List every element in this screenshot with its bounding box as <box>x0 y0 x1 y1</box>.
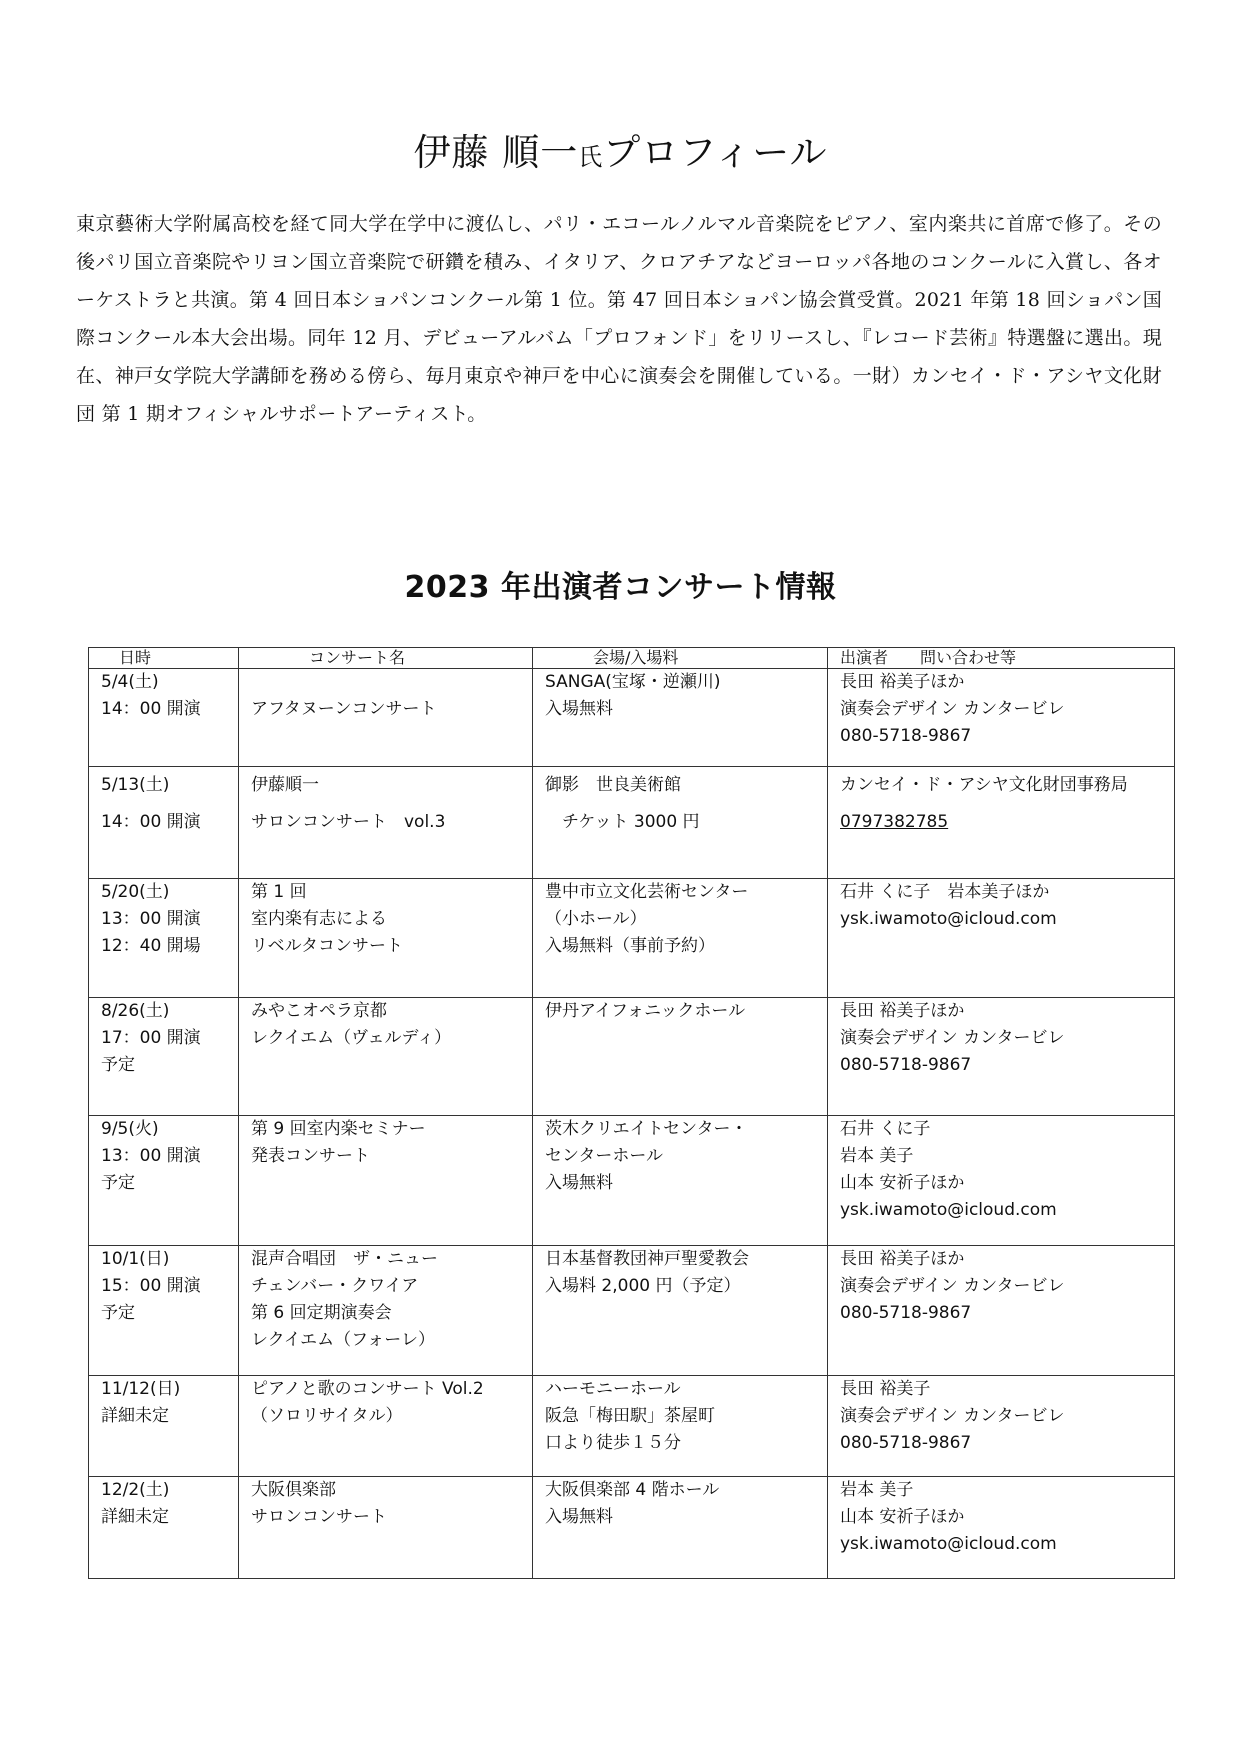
date-cell <box>89 998 239 1116</box>
table-header-row <box>89 648 1175 669</box>
cell-line: 詳細未定 <box>101 1406 169 1426</box>
date-cell <box>89 1477 239 1579</box>
cell-line: 山本 安祈子ほか <box>840 1507 965 1527</box>
profile-bio: 東京藝術大学附属高校を経て同大学在学中に渡仏し、パリ・エコールノルマル音楽院をピアノ、室内楽共に首席で修了。その後パリ国立音楽院やリヨン国立音楽院で研鑽を積み、イタリア、クロアチアなどヨーロッパ各地のコンクールに入賞し、各オーケストラと共演。第 4 回日本ショパンコンクール第 1 位。第 47 回日本ショパン協会賞受賞。2021 年第 18 回ショパン国際コンクール本大会出場。同年 12 月、デビューアルバム「プロフォンド」をリリースし、『レコード芸術』特選盤に選出。現在、神戸女学院大学講師を務める傍ら、毎月東京や神戸を中心に演奏会を開催している。一財）カンセイ・ド・アシヤ文化財団 第 1 期オフィシャルサポートアーティスト。 <box>76 213 1162 425</box>
date-cell <box>89 879 239 998</box>
cell-line: 長田 裕美子ほか <box>840 1249 965 1269</box>
cell-line: 10/1(日) <box>101 1249 170 1269</box>
cell-line: 口より徒歩１５分 <box>545 1433 681 1453</box>
date-cell <box>89 1376 239 1477</box>
cell-line: ピアノと歌のコンサート Vol.2 <box>251 1379 484 1399</box>
cell-line: レクイエム（ヴェルディ） <box>251 1028 452 1048</box>
title-honorific: 氏 <box>578 143 604 171</box>
cell-line: 8/26(土) <box>101 1001 170 1021</box>
table-row <box>89 669 1175 767</box>
concert-name-cell <box>239 1246 533 1376</box>
concert-table <box>88 647 1175 1579</box>
date-cell <box>89 767 239 879</box>
cell-line: 発表コンサート <box>251 1146 370 1166</box>
cell-line: 長田 裕美子ほか <box>840 672 965 692</box>
phone-link[interactable]: 0797382785 <box>840 812 949 832</box>
cell-line: 15：00 開演 <box>101 1276 201 1296</box>
table-row <box>89 1477 1175 1579</box>
concert-name-cell <box>239 879 533 998</box>
contact-cell <box>828 998 1175 1116</box>
date-cell <box>89 1116 239 1246</box>
cell-line: 第 1 回 <box>251 882 307 902</box>
cell-line: 演奏会デザイン カンタービレ <box>840 1276 1065 1296</box>
concert-name-cell <box>239 1116 533 1246</box>
cell-line: 入場無料（事前予約） <box>545 936 715 956</box>
cell-line: 11/12(日) <box>101 1379 181 1399</box>
cell-line: SANGA(宝塚・逆瀬川) <box>545 672 721 692</box>
cell-line: 9/5(火) <box>101 1119 159 1139</box>
cell-line: 12：40 開場 <box>101 936 201 956</box>
cell-line: 予定 <box>101 1055 135 1075</box>
table-row <box>89 1116 1175 1246</box>
cell-line: 大阪倶楽部 4 階ホール <box>545 1480 720 1500</box>
cell-line: 長田 裕美子 <box>840 1379 931 1399</box>
table-row <box>89 1376 1175 1477</box>
cell-line: 第 9 回室内楽セミナー <box>251 1119 426 1139</box>
contact-cell <box>828 1116 1175 1246</box>
email-text: ysk.iwamoto@icloud.com <box>840 1534 1057 1554</box>
concert-name-cell <box>239 1477 533 1579</box>
cell-line: サロンコンサート <box>251 1507 387 1527</box>
cell-line: 080-5718-9867 <box>840 726 972 746</box>
cell-line: 阪急「梅田駅」茶屋町 <box>545 1406 715 1426</box>
cell-line: 080-5718-9867 <box>840 1055 972 1075</box>
venue-cell <box>533 767 828 879</box>
cell-line: 入場無料 <box>545 699 613 719</box>
cell-line: 予定 <box>101 1303 135 1323</box>
cell-line: リベルタコンサート <box>251 936 403 956</box>
title-suffix: プロフィール <box>603 131 828 174</box>
header-date: 日時 <box>89 648 239 669</box>
cell-line: 予定 <box>101 1173 135 1193</box>
cell-line: 演奏会デザイン カンタービレ <box>840 1028 1065 1048</box>
cell-line: 13：00 開演 <box>101 1146 201 1166</box>
header-concert-name: コンサート名 <box>239 648 533 669</box>
cell-line: 詳細未定 <box>101 1507 169 1527</box>
cell-line: 日本基督教団神戸聖愛教会 <box>545 1249 749 1269</box>
contact-cell <box>828 767 1175 879</box>
cell-line: 岩本 美子 <box>840 1146 914 1166</box>
cell-line: 山本 安祈子ほか <box>840 1173 965 1193</box>
cell-line: 演奏会デザイン カンタービレ <box>840 1406 1065 1426</box>
cell-line: 御影 世良美術館 <box>545 775 681 795</box>
cell-line: 14：00 開演 <box>101 812 201 832</box>
cell-line: 長田 裕美子ほか <box>840 1001 965 1021</box>
cell-line: 石井 くに子 岩本美子ほか <box>840 882 1050 902</box>
cell-line: 入場無料 <box>545 1173 613 1193</box>
cell-line: 伊丹アイフォニックホール <box>545 1001 746 1021</box>
cell-line: 5/13(土) <box>101 775 170 795</box>
cell-line: 大阪倶楽部 <box>251 1480 336 1500</box>
table-row <box>89 767 1175 879</box>
email-text: ysk.iwamoto@icloud.com <box>840 909 1057 929</box>
cell-line: 岩本 美子 <box>840 1480 914 1500</box>
contact-cell <box>828 879 1175 998</box>
cell-line: 茨木クリエイトセンター・ <box>545 1119 748 1139</box>
cell-line: みやこオペラ京都 <box>251 1001 387 1021</box>
cell-line: （ソロリサイタル） <box>251 1406 403 1426</box>
cell-line: サロンコンサート vol.3 <box>251 812 446 832</box>
cell-line <box>251 669 532 696</box>
venue-cell <box>533 1376 828 1477</box>
concert-name-cell <box>239 1376 533 1477</box>
cell-line: 17：00 開演 <box>101 1028 201 1048</box>
cell-line: （小ホール） <box>545 909 647 929</box>
contact-cell <box>828 1246 1175 1376</box>
header-contact: 出演者 問い合わせ等 <box>828 648 1175 669</box>
cell-line: ハーモニーホール <box>545 1379 681 1399</box>
table-row <box>89 879 1175 998</box>
date-cell <box>89 669 239 767</box>
header-venue: 会場/入場料 <box>533 648 828 669</box>
cell-line: 入場無料 <box>545 1507 613 1527</box>
cell-line: 伊藤順一 <box>251 775 319 795</box>
concert-name-cell <box>239 767 533 879</box>
table-row <box>89 1246 1175 1376</box>
venue-cell <box>533 879 828 998</box>
venue-cell <box>533 1246 828 1376</box>
venue-cell <box>533 1477 828 1579</box>
cell-line: 混声合唱団 ザ・ニュー <box>251 1249 438 1269</box>
cell-line: 080-5718-9867 <box>840 1303 972 1323</box>
cell-line: レクイエム（フォーレ） <box>251 1330 435 1350</box>
cell-line: カンセイ・ド・アシヤ文化財団事務局 <box>840 775 1128 795</box>
cell-line: 石井 くに子 <box>840 1119 931 1139</box>
cell-line: チケット 3000 円 <box>545 812 700 832</box>
concert-name-cell <box>239 669 533 767</box>
cell-line: チェンバー・クワイア <box>251 1276 419 1296</box>
date-cell <box>89 1246 239 1376</box>
cell-line: 第 6 回定期演奏会 <box>251 1303 392 1323</box>
table-row <box>89 998 1175 1116</box>
concert-name-cell <box>239 998 533 1116</box>
cell-line: 入場料 2,000 円（予定） <box>545 1276 741 1296</box>
profile-title <box>0 122 1241 176</box>
email-text: ysk.iwamoto@icloud.com <box>840 1200 1057 1220</box>
cell-line: 演奏会デザイン カンタービレ <box>840 699 1065 719</box>
venue-cell <box>533 998 828 1116</box>
cell-line: 室内楽有志による <box>251 909 387 929</box>
cell-line: 13：00 開演 <box>101 909 201 929</box>
cell-line: 080-5718-9867 <box>840 1433 972 1453</box>
cell-line: 5/4(土) <box>101 672 159 692</box>
cell-line: センターホール <box>545 1146 663 1166</box>
contact-cell <box>828 1477 1175 1579</box>
cell-line: アフタヌーンコンサート <box>251 699 437 719</box>
venue-cell <box>533 669 828 767</box>
cell-line: 5/20(土) <box>101 882 170 902</box>
cell-line: 豊中市立文化芸術センター <box>545 882 749 902</box>
concerts-title: 2023 年出演者コンサート情報 <box>404 570 837 605</box>
venue-cell <box>533 1116 828 1246</box>
cell-line: 14：00 開演 <box>101 699 201 719</box>
contact-cell <box>828 669 1175 767</box>
cell-line: 12/2(土) <box>101 1480 170 1500</box>
contact-cell <box>828 1376 1175 1477</box>
title-name: 伊藤 順一 <box>413 131 579 174</box>
